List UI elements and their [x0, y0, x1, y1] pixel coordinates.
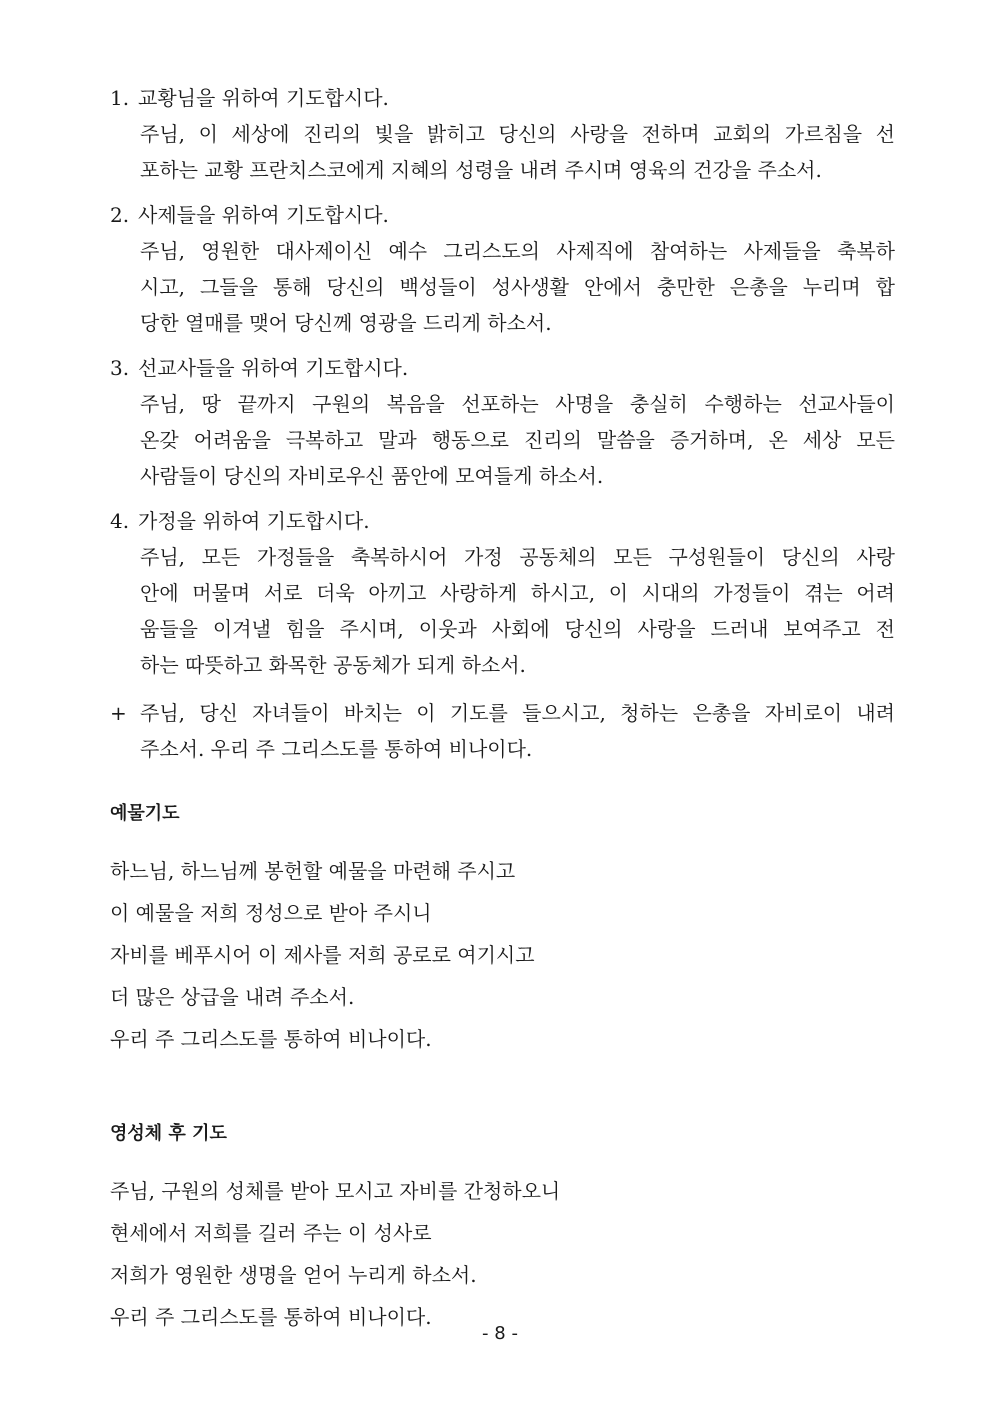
intention-line: 당한 열매를 맺어 당신께 영광을 드리게 하소서. [140, 311, 552, 335]
intention-line: 주님, 이 세상에 진리의 빛을 밝히고 당신의 사랑을 전하며 교회의 가르침을 선 [140, 122, 895, 146]
closing-prayer [110, 695, 895, 767]
intention-body [140, 539, 895, 683]
intention-heading [110, 350, 895, 386]
intention-line: 주님, 모든 가정들을 축복하시어 가정 공동체의 모든 구성원들이 당신의 사랑 [140, 545, 895, 569]
intention-line: 온갖 어려움을 극복하고 말과 행동으로 진리의 말씀을 증거하며, 온 세상 모든 [140, 428, 895, 452]
intention-number: 1. [110, 86, 130, 110]
closing-prayer-text [140, 695, 895, 767]
intention-heading [110, 503, 895, 539]
intention-line: 시고, 그들을 통해 당신의 백성들이 성사생활 안에서 충만한 은총을 누리며 합 [140, 275, 895, 299]
intention-heading-text: 사제들을 위하여 기도합시다. [138, 203, 389, 227]
intention-item [110, 350, 895, 494]
intention-item [110, 503, 895, 683]
intention-body [140, 233, 895, 341]
post-communion-section [110, 1120, 895, 1338]
closing-line: 주소서. 우리 주 그리스도를 통하여 비나이다. [140, 737, 533, 761]
intention-number: 3. [110, 356, 130, 380]
closing-line: 주님, 당신 자녀들이 바치는 이 기도를 들으시고, 청하는 은총을 자비로이 내려 [140, 701, 895, 725]
post-communion-prayer [110, 1170, 895, 1338]
intention-line: 안에 머물며 서로 더욱 아끼고 사랑하게 하시고, 이 시대의 가정들이 겪는 어려 [140, 581, 895, 605]
page-number: - 8 - [482, 1323, 518, 1344]
intention-line: 하는 따뜻하고 화목한 공동체가 되게 하소서. [140, 653, 526, 677]
intention-number: 2. [110, 203, 130, 227]
intention-heading-text: 교황님을 위하여 기도합시다. [138, 86, 389, 110]
prayer-line: 우리 주 그리스도를 통하여 비나이다. [110, 1027, 432, 1051]
prayer-line: 저희가 영원한 생명을 얻어 누리게 하소서. [110, 1263, 477, 1287]
intention-heading-text: 선교사들을 위하여 기도합시다. [138, 356, 409, 380]
prayer-line: 자비를 베푸시어 이 제사를 저희 공로로 여기시고 [110, 943, 535, 967]
prayer-line: 현세에서 저희를 길러 주는 이 성사로 [110, 1221, 432, 1245]
intention-item [110, 197, 895, 341]
intention-line: 사람들이 당신의 자비로우신 품안에 모여들게 하소서. [140, 464, 604, 488]
intention-line: 주님, 땅 끝까지 구원의 복음을 선포하는 사명을 충실히 수행하는 선교사들이 [140, 392, 895, 416]
prayer-line: 이 예물을 저희 정성으로 받아 주시니 [110, 901, 432, 925]
intention-body [140, 386, 895, 494]
prayer-line: 더 많은 상급을 내려 주소서. [110, 985, 355, 1009]
prayer-line: 우리 주 그리스도를 통하여 비나이다. [110, 1305, 432, 1329]
intention-heading [110, 80, 895, 116]
post-communion-title: 영성체 후 기도 [110, 1123, 227, 1144]
intention-number: 4. [110, 509, 130, 533]
intention-heading-text: 가정을 위하여 기도합시다. [138, 509, 370, 533]
intention-heading [110, 197, 895, 233]
offertory-prayer [110, 850, 895, 1060]
intention-item [110, 80, 895, 188]
intention-line: 포하는 교황 프란치스코에게 지혜의 성령을 내려 주시며 영육의 건강을 주소서. [140, 158, 822, 182]
prayer-line: 주님, 구원의 성체를 받아 모시고 자비를 간청하오니 [110, 1179, 561, 1203]
prayer-line: 하느님, 하느님께 봉헌할 예물을 마련해 주시고 [110, 859, 516, 883]
prayer-intentions [110, 80, 895, 767]
offertory-section [110, 800, 895, 1060]
offertory-title: 예물기도 [110, 803, 180, 824]
intention-line: 움들을 이겨낼 힘을 주시며, 이웃과 사회에 당신의 사랑을 드러내 보여주고 전 [140, 617, 895, 641]
intention-body [140, 116, 895, 188]
plus-icon: + [110, 701, 127, 725]
intention-line: 주님, 영원한 대사제이신 예수 그리스도의 사제직에 참여하는 사제들을 축복하 [140, 239, 895, 263]
